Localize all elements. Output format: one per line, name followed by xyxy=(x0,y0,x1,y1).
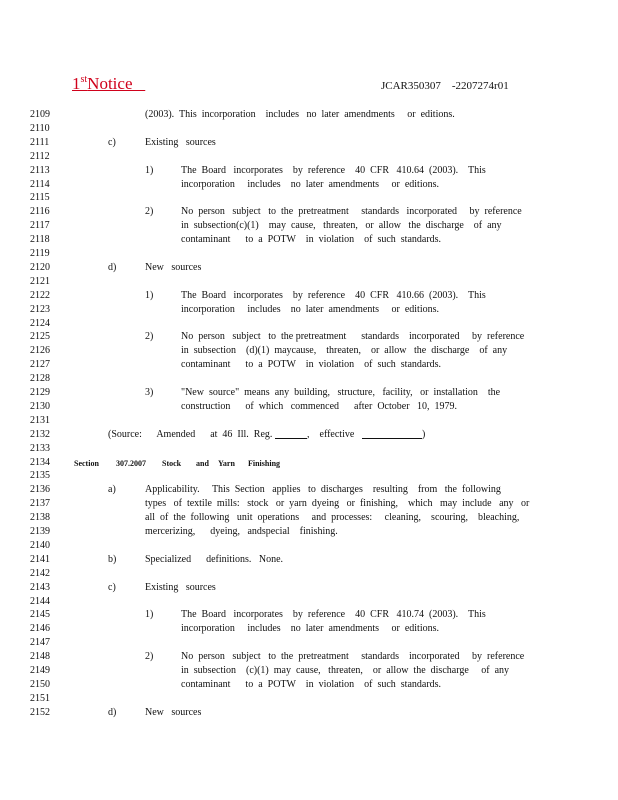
line-text: mercerizing, dyeing, andspecial finishing. xyxy=(145,526,338,537)
line-number: 2143 xyxy=(30,581,50,593)
line-text: d) xyxy=(108,261,117,273)
line-text: (2003). This incorporation includes no later amendments or editions. xyxy=(145,109,455,120)
line-number: 2142 xyxy=(30,567,50,579)
line-text: Existing sources xyxy=(145,581,216,593)
line-text: No person subject to the pretreatment standards incorporated by reference xyxy=(181,206,522,218)
line-number: 2145 xyxy=(30,609,50,621)
line-text: "New source" means any building, structure, facility, or installation the xyxy=(181,387,501,398)
line-text: contaminant to a POTW in violation of such standards. xyxy=(181,234,442,246)
line-text: Applicability. This Section applies to discharges resulting from the following xyxy=(145,484,501,496)
line-text: 1) xyxy=(145,609,154,621)
line-text: c) xyxy=(108,136,116,148)
line-text: 2) xyxy=(145,651,154,663)
line-number: 2146 xyxy=(30,623,50,635)
line-number: 2150 xyxy=(30,678,50,690)
line-text: 2) xyxy=(145,206,154,218)
line-number: 2128 xyxy=(30,373,50,385)
line-text: b) xyxy=(108,553,117,565)
line-text: incorporation includes no later amendments or editions. xyxy=(181,178,439,190)
line-number: 2149 xyxy=(30,665,50,676)
line-text: No person subject to the pretreatment standards incorporated by reference xyxy=(181,651,525,663)
first-notice-heading xyxy=(72,74,145,94)
line-text: Existing sources xyxy=(145,136,216,148)
line-text: incorporation includes no later amendments or editions. xyxy=(181,303,439,315)
line-number: 2109 xyxy=(30,109,50,120)
document-id: JCAR350307 -2207274r01 xyxy=(381,80,509,92)
line-number: 2116 xyxy=(30,206,50,218)
line-number: 2126 xyxy=(30,345,50,357)
line-number: 2136 xyxy=(30,484,50,496)
line-number: 2112 xyxy=(30,150,50,162)
line-number: 2151 xyxy=(30,692,50,704)
line-number: 2122 xyxy=(30,289,50,301)
line-text: The Board incorporates by reference 40 CFR 410.64 (2003). This xyxy=(181,164,486,176)
section-heading-text: Section xyxy=(74,458,99,468)
section-heading-text: Yarn xyxy=(218,458,235,468)
line-text: incorporation includes no later amendments or editions. xyxy=(181,623,439,635)
line-text: in subsection (c)(1) may cause, threaten, or allow the discharge of any xyxy=(181,665,510,676)
line-number: 2132 xyxy=(30,428,50,440)
line-text: 3) xyxy=(145,387,154,398)
section-heading-text: and xyxy=(196,458,209,468)
line-text: all of the following unit operations and processes: cleaning, scouring, bleaching, xyxy=(145,512,520,524)
line-text: , effective xyxy=(307,428,365,440)
line-number: 2118 xyxy=(30,234,50,246)
line-text: New sources xyxy=(145,706,202,718)
line-number: 2130 xyxy=(30,400,50,412)
line-text: in subsection(c)(1) may cause, threaten, or allow the discharge of any xyxy=(181,220,502,232)
line-text: (Source: Amended at 46 Ill. Reg. xyxy=(108,428,278,440)
line-text: contaminant to a POTW in violation of such standards. xyxy=(181,359,442,371)
line-text: types of textile mills: stock or yarn dyeing or finishing, which may include any or xyxy=(145,498,530,510)
line-number: 2144 xyxy=(30,595,50,607)
line-text: The Board incorporates by reference 40 CFR 410.74 (2003). This xyxy=(181,609,486,621)
section-heading-text: Finishing xyxy=(248,458,281,468)
line-number: 2133 xyxy=(30,442,50,454)
line-text: New sources xyxy=(145,261,202,273)
line-number: 2114 xyxy=(30,178,50,190)
line-number: 2115 xyxy=(30,192,50,204)
line-text: 1) xyxy=(145,164,154,176)
line-number: 2125 xyxy=(30,331,50,343)
line-number: 2110 xyxy=(30,122,50,134)
line-text: ) xyxy=(422,428,426,440)
line-number: 2117 xyxy=(30,220,50,232)
line-number: 2135 xyxy=(30,470,50,482)
line-number: 2152 xyxy=(30,706,50,718)
line-number: 2141 xyxy=(30,553,50,565)
line-text: The Board incorporates by reference 40 CFR 410.66 (2003). This xyxy=(181,289,486,301)
line-number: 2139 xyxy=(30,526,50,537)
line-number: 2134 xyxy=(30,456,50,468)
line-text: contaminant to a POTW in violation of such standards. xyxy=(181,678,442,690)
fill-in-blank xyxy=(275,429,307,443)
line-number: 2140 xyxy=(30,539,50,551)
line-text: d) xyxy=(108,706,117,718)
line-number: 2127 xyxy=(30,359,50,371)
notice-number: 1 xyxy=(72,74,81,93)
section-heading-text: Stock xyxy=(162,458,182,468)
line-text: c) xyxy=(108,581,116,593)
line-text: a) xyxy=(108,484,116,496)
line-number: 2147 xyxy=(30,637,50,649)
line-text: 1) xyxy=(145,289,154,301)
line-number: 2113 xyxy=(30,164,50,176)
line-text: Specialized definitions. None. xyxy=(145,553,284,565)
line-number: 2148 xyxy=(30,651,50,663)
fill-in-blank xyxy=(362,429,422,443)
line-number: 2123 xyxy=(30,303,50,315)
notice-word: Notice xyxy=(87,74,133,93)
notice-superscript: st xyxy=(80,74,88,85)
line-number: 2124 xyxy=(30,317,50,329)
line-text: construction of which commenced after October 10, 1979. xyxy=(181,400,458,412)
line-number: 2137 xyxy=(30,498,50,510)
line-number: 2129 xyxy=(30,387,50,398)
line-text: in subsection (d)(1) maycause, threaten, or allow the discharge of any xyxy=(181,345,508,357)
line-number: 2131 xyxy=(30,414,50,426)
section-heading-text: 307.2007 xyxy=(116,458,146,468)
line-number: 2119 xyxy=(30,248,50,259)
line-number: 2111 xyxy=(30,136,50,148)
line-number: 2138 xyxy=(30,512,50,524)
line-number: 2120 xyxy=(30,261,50,273)
line-text: 2) xyxy=(145,331,154,343)
line-text: No person subject to the pretreatment standards incorporated by reference xyxy=(181,331,525,343)
line-number: 2121 xyxy=(30,275,50,287)
